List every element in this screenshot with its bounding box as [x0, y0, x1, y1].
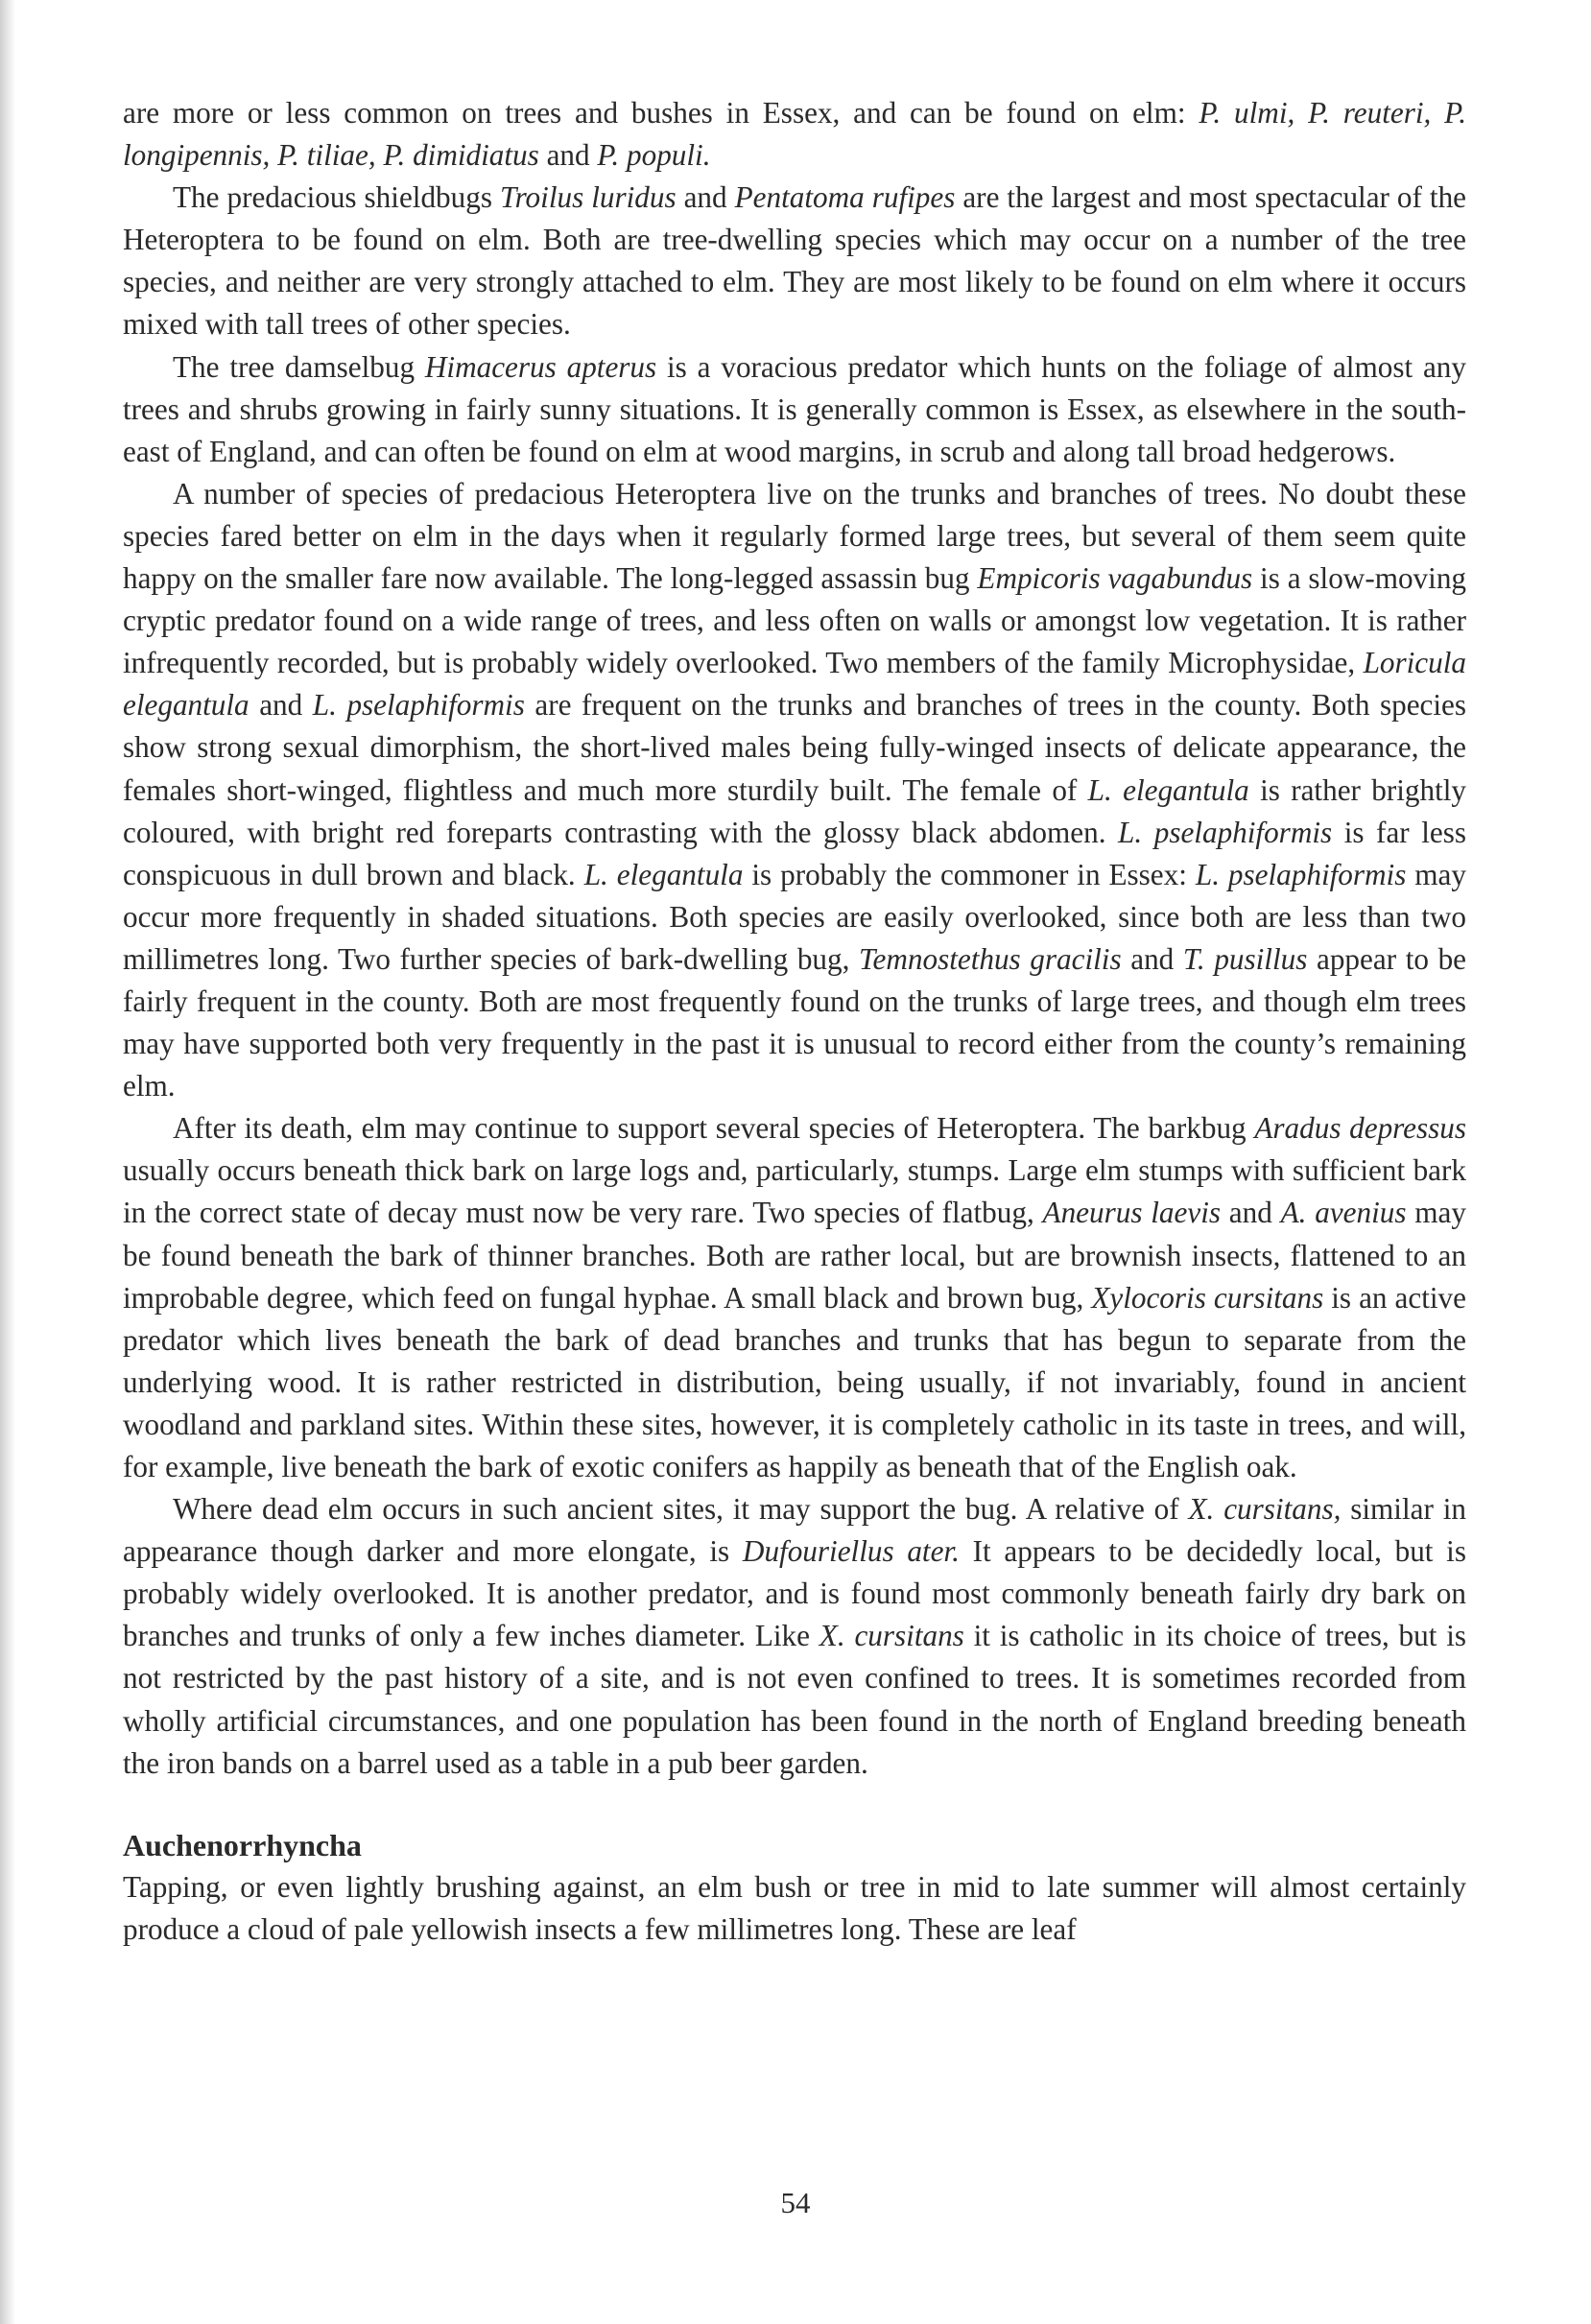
page-edge-shadow	[0, 0, 15, 2324]
section-paragraph	[123, 1866, 1466, 1951]
text-run: It appears to be decidedly local, but is probably widely overlooked. It is another predator, and is found most commonly beneath fairly dry bark on branches and trunks of only a few inches diameter. Like	[123, 1534, 1466, 1653]
text-run: A number of species of predacious Heteroptera live on the trunks and branches of trees. No doubt these species fared better on elm in the days when it regularly formed large trees, but several of them seem quite happy on the smaller fare now available. The long-legged assassin bug	[123, 476, 1466, 596]
text-run: After its death, elm may continue to support several species of Heteroptera. The barkbug	[173, 1111, 1255, 1146]
species-name: L. elegantula	[1087, 772, 1249, 807]
species-name: Empicoris vagabundus	[977, 561, 1253, 596]
text-run: and	[249, 688, 313, 723]
text-run: usually occurs beneath thick bark on large logs and, particularly, stumps. Large elm stumps with sufficient bark in the correct state of decay must now be very rare. Two species of flatbug,	[123, 1153, 1466, 1230]
text-run: may be found beneath the bark of thinner branches. Both are rather local, but are brownish insects, flattened to an improbable degree, which feed on fungal hyphae. A small black and brown bug,	[123, 1196, 1466, 1315]
body-paragraph	[123, 473, 1466, 1107]
text-run: is a slow-moving cryptic predator found on a wide range of trees, and less often on walls or amongst low vegetation. It is rather infrequently recorded, but is probably widely overlooked. Two members of the family Microphysidae,	[123, 561, 1466, 680]
species-name: L. elegantula	[583, 857, 744, 891]
body-paragraph	[123, 92, 1466, 177]
page-body	[123, 92, 1466, 1951]
species-name: Aneurus laevis	[1042, 1196, 1222, 1230]
text-run: The predacious shieldbugs	[173, 180, 500, 215]
species-name: Dufouriellus ater.	[742, 1534, 960, 1569]
body-paragraph	[123, 177, 1466, 345]
text-run: and	[1121, 941, 1183, 976]
text-run: may occur more frequently in shaded situations. Both species are easily overlooked, since both are less than two millimetres long. Two further species of bark-dwelling bug,	[123, 857, 1466, 976]
species-name: P. populi.	[597, 138, 711, 173]
text-run: similar in appearance though darker and more elongate, is	[123, 1492, 1466, 1569]
text-run: Tapping, or even lightly brushing against, an elm bush or tree in mid to late summer will almost certainly produce a cloud of pale yellowish insects a few millimetres long. These are leaf	[123, 1869, 1466, 1946]
body-paragraphs	[123, 92, 1466, 1785]
species-name: L. pselaphiformis	[1195, 857, 1407, 891]
species-name: Himacerus apterus	[424, 349, 657, 384]
text-run: are the largest and most spectacular of the Heteroptera to be found on elm. Both are tree-dwelling species which may occur on a number of the tree species, and neither are very strongly attached to elm. They are most likely to be found on elm where it occurs mixed with tall trees of other species.	[123, 180, 1466, 342]
body-paragraph	[123, 1488, 1466, 1785]
species-name: A. avenius	[1280, 1196, 1407, 1230]
text-run: are more or less common on trees and bushes in Essex, and can be found on elm:	[123, 96, 1199, 130]
text-run: is probably the commoner in Essex:	[743, 857, 1196, 891]
species-name: L. pselaphiformis	[1118, 815, 1333, 849]
species-name: Troilus luridus	[499, 180, 677, 215]
species-name: Aradus depressus	[1254, 1111, 1466, 1146]
text-run: and	[538, 138, 598, 173]
species-name: X. cursitans,	[1188, 1492, 1342, 1527]
species-name: Temnostethus gracilis	[859, 941, 1122, 976]
species-name: L. pselaphiformis	[312, 688, 525, 723]
text-run: is an active predator which lives beneath the bark of dead branches and trunks that has begun to separate from the underlying wood. It is rather restricted in distribution, being usually, if not invariably, found in ancient woodland and parkland sites. Within these sites, however, it is completely catholic in its taste in trees, and will, for example, live beneath the bark of exotic conifers as happily as beneath that of the English oak.	[123, 1280, 1466, 1483]
body-paragraph	[123, 1107, 1466, 1488]
text-run: is a voracious predator which hunts on the foliage of almost any trees and shrubs growing in fairly sunny situations. It is generally common is Essex, as elsewhere in the south-east of England, and can often be found on elm at wood margins, in scrub and along tall broad hedgerows.	[123, 349, 1466, 468]
species-name: P. ulmi, P. reuteri, P. longipennis, P. tiliae, P. dimidiatus	[123, 96, 1467, 173]
text-run: it is catholic in its choice of trees, but is not restricted by the past history of a site, and is not even confined to trees. It is sometimes recorded from wholly artificial circumstances, and one population has been found in the north of England breeding beneath the iron bands on a barrel used as a table in a pub beer garden.	[123, 1619, 1467, 1780]
species-name: Pentatoma rufipes	[734, 180, 956, 215]
text-run: are frequent on the trunks and branches of trees in the county. Both species show strong sexual dimorphism, the short-lived males being fully-winged insects of delicate appearance, the females short-winged, flightless and much more sturdily built. The female of	[123, 688, 1467, 807]
text-run: appear to be fairly frequent in the county. Both are most frequently found on the trunks of large trees, and though elm trees may have supported both very frequently in the past it is unusual to record either from the county’s remaining elm.	[123, 941, 1467, 1103]
page-number: 54	[780, 2186, 811, 2219]
species-name: T. pusillus	[1182, 941, 1308, 976]
species-name: Loricula elegantula	[123, 646, 1466, 723]
species-name: X. cursitans	[819, 1619, 964, 1653]
section-heading: Auchenorrhyncha	[123, 1827, 362, 1862]
text-run: is rather brightly coloured, with bright red foreparts contrasting with the glossy black abdomen.	[123, 772, 1467, 849]
text-run: The tree damselbug	[173, 349, 425, 384]
body-paragraph	[123, 346, 1466, 473]
text-run: and	[676, 180, 735, 215]
text-run: and	[1221, 1196, 1281, 1230]
species-name: Xylocoris cursitans	[1091, 1280, 1324, 1315]
text-run: Where dead elm occurs in such ancient sites, it may support the bug. A relative of	[173, 1492, 1189, 1527]
text-run: is far less conspicuous in dull brown and black.	[123, 815, 1467, 891]
